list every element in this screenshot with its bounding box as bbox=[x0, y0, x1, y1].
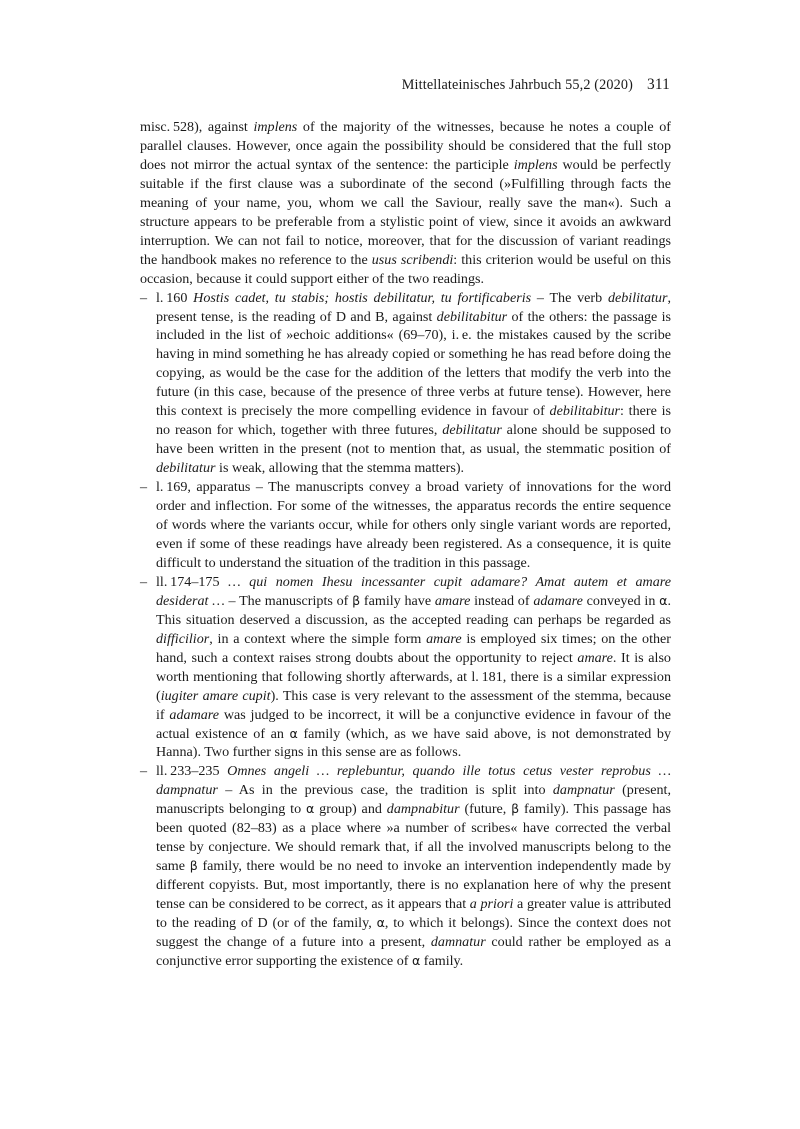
italic-term: debilitabitur bbox=[436, 308, 508, 325]
list-item bbox=[140, 573, 671, 763]
italic-term: debilitatur bbox=[442, 422, 502, 439]
greek-letter: α bbox=[411, 952, 421, 968]
italic-term: Hostis cadet, tu stabis; hostis debilitatur, tu fortificaberis bbox=[193, 289, 532, 306]
text-segment: (future, bbox=[459, 801, 512, 818]
paragraph-opening bbox=[140, 118, 671, 289]
list-bullet-dash: – bbox=[140, 479, 148, 496]
list-bullet-dash: – bbox=[140, 573, 148, 590]
greek-letter: α bbox=[659, 592, 668, 608]
body-column bbox=[140, 118, 671, 971]
italic-term: damnatur bbox=[430, 933, 486, 950]
text-segment: . This situation deserved a discussion, as the accepted reading can perhaps be regarded as bbox=[156, 592, 671, 628]
text-segment: is employed six times; on the other hand, such a context raises strong doubts about the opportunity to reject bbox=[156, 630, 672, 666]
text-segment: l. 169, apparatus – The manuscripts convey a broad variety of innovations for the word order and inflection. For some of the witnesses, the apparatus records the entire sequence of words where the variants occur, while for others only single variant words are reported, even if some of these readings have already been registered. As a consequence, it is quite difficult to understand the situation of the tradition in this passage. bbox=[156, 479, 671, 571]
text-segment: : this criterion would be useful on this occasion, because it could support either of the two readings. bbox=[140, 251, 671, 287]
text-segment: conveyed in bbox=[582, 592, 660, 609]
italic-term: amare bbox=[434, 592, 471, 609]
greek-letter: β bbox=[511, 801, 520, 817]
italic-term: implens bbox=[513, 156, 558, 173]
text-segment: – As in the previous case, the tradition is split into bbox=[217, 782, 553, 799]
italic-term: amare bbox=[577, 649, 613, 666]
greek-letter: α bbox=[289, 725, 298, 741]
italic-term: usus scribendi bbox=[371, 251, 454, 268]
text-segment: could rather be employed as a conjunctive error supporting the existence of bbox=[156, 933, 671, 969]
text-segment: of the others: the passage is included in the list of »echoic additions« (69–70), i. e. the mistakes caused by the scribe having in mind something he has already copied or something he has read before doing the copying, as would be the case for the addition of the letters that modify the verb into the future (in this case, because of the presence of three verbs at future tense). However, here this context is precisely the more compelling evidence in favour of bbox=[156, 308, 672, 420]
page-number: 311 bbox=[647, 76, 670, 93]
italic-term: adamare bbox=[169, 706, 220, 723]
text-segment: ll. 174–175 bbox=[156, 573, 229, 590]
italic-term: debilitatur bbox=[607, 289, 668, 306]
text-segment: family). This passage has been quoted (82–83) as a place where »a number of scribes« have corrected the verbal tense by conjecture. We should remark that, if all the involved manuscripts belong to the same bbox=[156, 801, 672, 875]
italic-term: iugiter amare cupit bbox=[160, 687, 271, 704]
italic-term: a priori bbox=[469, 896, 514, 913]
text-segment: ). This case is very relevant to the assessment of the stemma, because if bbox=[156, 687, 671, 723]
italic-term: implens bbox=[253, 119, 298, 135]
text-segment: a greater value is attributed to the reading of D (or of the family, bbox=[156, 896, 671, 932]
text-segment: was judged to be incorrect, it will be a conjunctive evidence in favour of the actual existence of an bbox=[156, 706, 672, 742]
greek-letter: β bbox=[352, 592, 361, 608]
greek-letter: α bbox=[305, 801, 315, 817]
italic-term: amare bbox=[426, 630, 462, 647]
italic-term: Omnes angeli … replebuntur, quando ille totus cetus vester reprobus … dampnatur bbox=[156, 763, 671, 799]
text-segment: l. 160 bbox=[156, 289, 194, 306]
italic-term: dampnabitur bbox=[386, 801, 460, 818]
text-segment: group) and bbox=[314, 801, 387, 818]
text-segment: – The verb bbox=[531, 289, 608, 306]
text-segment: , present tense, is the reading of D and B, against bbox=[156, 289, 671, 325]
text-segment: would be perfectly suitable if the first clause was a subordinate of the second (»Fulfilling through facts the meaning of your name, you, whom we call the Saviour, really save the man«). Such a structure appears to be preferable from a stylistic point of view, since it avoids an awkward interruption. We can not fail to notice, moreover, that for the discussion of variant readings the handbook makes no reference to the bbox=[140, 156, 672, 268]
list-item bbox=[140, 762, 671, 970]
greek-letter: α bbox=[376, 915, 385, 931]
text-segment: , to which it belongs). Since the context does not suggest the change of a future into a present, bbox=[156, 915, 671, 950]
text-segment: (present, manuscripts belonging to bbox=[156, 782, 671, 818]
text-segment: : there is no reason for which, together with three futures, bbox=[156, 403, 672, 439]
text-segment: instead of bbox=[470, 592, 534, 609]
text-segment: family, there would be no need to invoke an intervention independently made by different copyists. But, most importantly, there is no explanation here of why the present tense can be considered to be correct, as it appears that bbox=[156, 858, 672, 913]
text-segment: family. bbox=[420, 952, 464, 969]
list-item bbox=[140, 478, 671, 573]
journal-title: Mittellateinisches Jahrbuch 55,2 (2020) bbox=[401, 77, 634, 93]
list-bullet-dash: – bbox=[140, 289, 148, 306]
notes-list bbox=[140, 289, 671, 971]
italic-term: debilitabitur bbox=[549, 403, 621, 420]
text-segment: – The manuscripts of bbox=[224, 592, 353, 609]
text-segment: is weak, allowing that the stemma matters). bbox=[215, 460, 465, 477]
italic-term: difficilior bbox=[156, 630, 210, 647]
list-item bbox=[140, 289, 671, 479]
text-segment: alone should be supposed to have been written in the present (not to mention that, as usual, the stemmatic position of bbox=[156, 422, 671, 458]
italic-term: debilitatur bbox=[156, 460, 216, 477]
list-bullet-dash: – bbox=[140, 763, 148, 780]
text-segment: ll. 233–235 bbox=[156, 763, 228, 780]
text-segment: family have bbox=[360, 592, 435, 609]
italic-term: dampnatur bbox=[552, 782, 615, 799]
text-segment: . It is also worth mentioning that following shortly afterwards, at l. 181, there is a similar expression ( bbox=[156, 649, 671, 704]
text-segment: of the majority of the witnesses, because he notes a couple of parallel clauses. However, once again the possibility should be considered that the full stop does not mirror the actual syntax of the sentence: the participle bbox=[140, 119, 671, 173]
text-segment: , in a context where the simple form bbox=[209, 630, 427, 647]
running-head bbox=[140, 76, 670, 94]
text-segment: misc. 528), against bbox=[140, 119, 254, 135]
greek-letter: β bbox=[189, 858, 198, 874]
text-segment: family (which, as we have said above, is not demonstrated by Hanna). Two further signs in this sense are as follows. bbox=[156, 725, 671, 761]
italic-term: adamare bbox=[533, 592, 583, 609]
italic-term: … qui nomen Ihesu incessanter cupit adamare? Amat autem et amare desiderat … bbox=[156, 573, 671, 609]
